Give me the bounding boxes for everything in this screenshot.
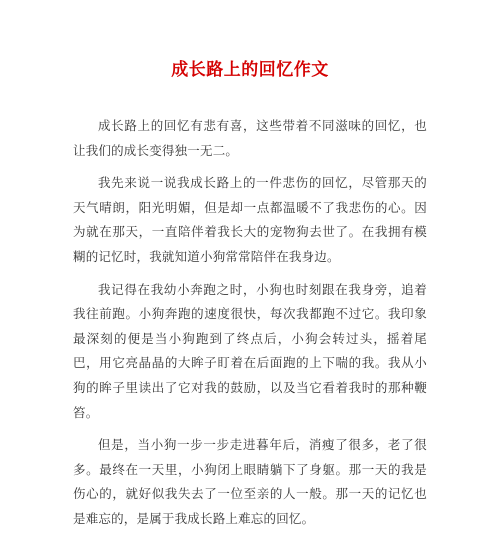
paragraph-3: 我记得在我幼小奔跑之时，小狗也时刻跟在我身旁，追着我往前跑。小狗奔跑的速度很快，每次我都跑不过它。我印象最深刻的便是当小狗跑到了终点后，小狗会转过头，摇着尾巴，用它亮晶晶的大眸子盯着在后面跑的上下喘的我。我从小狗的眸子里读出了它对我的鼓励，以及当它看着我时的那种鞭笞。 xyxy=(73,281,427,420)
article-title: 成长路上的回忆作文 xyxy=(171,60,329,80)
article-body xyxy=(73,114,427,540)
paragraph-1: 成长路上的回忆有悲有喜，这些带着不同滋味的回忆，也让我们的成长变得独一无二。 xyxy=(73,118,427,158)
paragraph-4: 但是，当小狗一步一步走进暮年后，消瘦了很多，老了很多。最终在一天里，小狗闭上眼睛躺下了身躯。那一天的我是伤心的，就好似我失去了一位至亲的人一般。那一天的记忆也是难忘的，是属于我成长路上难忘的回忆。 xyxy=(73,437,427,526)
paragraph-2: 我先来说一说我成长路上的一件悲伤的回忆，尽管那天的天气晴朗，阳光明媚，但是却一点都温暖不了我悲伤的心。因为就在那天，一直陪伴着我长大的宠物狗去世了。在我拥有模糊的记忆时，我就知道小狗常常陪伴在我身边。 xyxy=(73,175,427,264)
